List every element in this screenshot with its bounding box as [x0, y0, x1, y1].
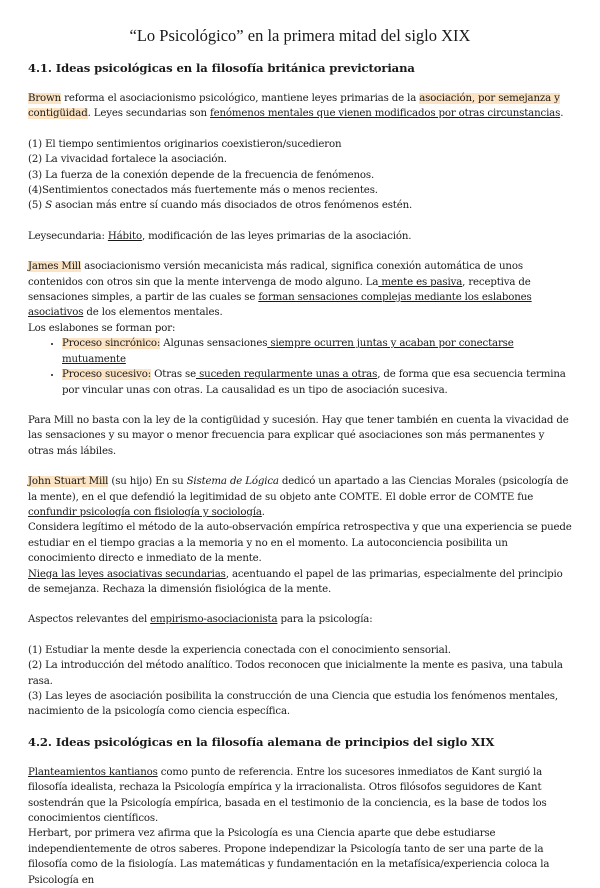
secondary-law: Leysecundaria: Hábito, modificación de las leyes primarias de la asociación.: [28, 230, 412, 242]
highlight-jsm: John Stuart Mill: [28, 476, 109, 488]
law-item: (3) La fuerza de la conexión depende de la frecuencia de fenómenos.: [28, 169, 375, 181]
law-item: (2) La vivacidad fortalece la asociación.: [28, 154, 227, 166]
section-heading-4-1: 4.1. Ideas psicológicas en la filosofía británica previctoriana: [28, 61, 415, 75]
list-item: • Proceso sucesivo: Otras se suceden regularmente unas a otras, de forma que esa secuencia termina por vincular unas con otras. La causalidad es un tipo de asociación sucesiva.: [62, 367, 572, 398]
james-mill-paragraph: James Mill asociacionismo versión mecanicista más radical, significa conexión automática de unos contenidos con otros sin que la mente intervenga de modo alguno. La mente es pasiva, receptiva de sensaciones simples, a partir de las cuales se forman sensaciones complejas mediante los eslabones asociativos de los elementos mentales.: [28, 261, 532, 319]
aspect-item: (2) La introducción del método analítico. Todos reconocen que inicialmente la mente es pasiva, una tabula rasa.: [28, 660, 563, 687]
law-item: (1) El tiempo sentimientos originarios coexistieron/sucedieron: [28, 138, 342, 150]
aspect-item: (3) Las leyes de asociación posibilita la construcción de una Ciencia que estudia los fenómenos mentales, nacimiento de la psicología como ciencia específica.: [28, 691, 558, 718]
jsm-paragraph: John Stuart Mill (su hijo) En su Sistema de Lógica dedicó un apartado a las Ciencias Morales (psicología de la mente), en el que defendió la legitimidad de su objeto ante COMTE. El doble error de COMTE fue confundir psicología con fisiología y sociología.: [28, 476, 569, 518]
process-list: [28, 336, 572, 398]
jsm-method: Considera legítimo el método de la auto-observación empírica retrospectiva y que una experiencia se puede estudiar en el tiempo gracias a la memoria y no en el momento. La autoconciencia posibilita un conocimiento directo e inmediato de la mente.: [28, 522, 572, 565]
law-item: (4)Sentimientos conectados más fuertemente más o menos recientes.: [28, 185, 378, 197]
kant-paragraph: Planteamientos kantianos como punto de referencia. Entre los sucesores inmediatos de Kant surgió la filosofía idealista, rechaza la Psicología empírica y la irracionalista. Otros filósofos seguidores de Kant sostendrán que la Psicología empírica, basada en el testimonio de la conciencia, es la base de todos los conocimientos científicos.: [28, 766, 547, 825]
section-heading-4-2: 4.2. Ideas psicológicas en la filosofía alemana de principios del siglo XIX: [28, 734, 495, 749]
highlight-association: asociación, por semejanza y contigüidad: [28, 93, 560, 120]
list-item: • Proceso sincrónico: Algunas sensaciones siempre ocurren juntas y acaban por conectarse mutuamente: [62, 336, 572, 367]
aspects-intro: Aspectos relevantes del empirismo-asociacionista para la psicología:: [28, 614, 373, 626]
underline-secondary-laws: fenómenos mentales que vienen modificados por otras circunstancias: [210, 108, 561, 120]
mill-paragraph: Para Mill no basta con la ley de la contigüidad y sucesión. Hay que tener también en cuenta la vivacidad de las sensaciones y su mayor o menor frecuencia para explicar qué asociaciones son más permanentes y otras más lábiles.: [28, 414, 569, 457]
document-title: “Lo Psicológico” en la primera mitad del siglo XIX: [129, 26, 471, 45]
law-item: (5) S asocian más entre sí cuando más disociados de otros fenómenos estén.: [28, 200, 413, 212]
herbart-paragraph: Herbart, por primera vez afirma que la Psicología es una Ciencia aparte que debe estudiarse independientemente de otros saberes. Propone independizar la Psicología tanto de ser una parte de la filosofía como de la fisiología. Las matemáticas y fundamentación en la metafísica/experiencia coloca la Psicología en: [28, 828, 550, 886]
brown-paragraph: Brown reforma el asociacionismo psicológico, mantiene leyes primarias de la asociación, por semejanza y contigüidad. Leyes secundarias son fenómenos mentales que vienen modificados por otras circunstancias.: [28, 93, 564, 120]
aspect-item: (1) Estudiar la mente desde la experiencia conectada con el conocimiento sensorial.: [28, 644, 451, 656]
highlight-james-mill: James Mill: [28, 261, 82, 273]
jsm-laws: Niega las leyes asociativas secundarias, acentuando el papel de las primarias, especialmente del principio de semejanza. Rechaza la dimensión fisiológica de la mente.: [28, 568, 563, 595]
highlight-brown: Brown: [28, 93, 62, 104]
links-intro: Los eslabones se forman por:: [28, 322, 176, 334]
